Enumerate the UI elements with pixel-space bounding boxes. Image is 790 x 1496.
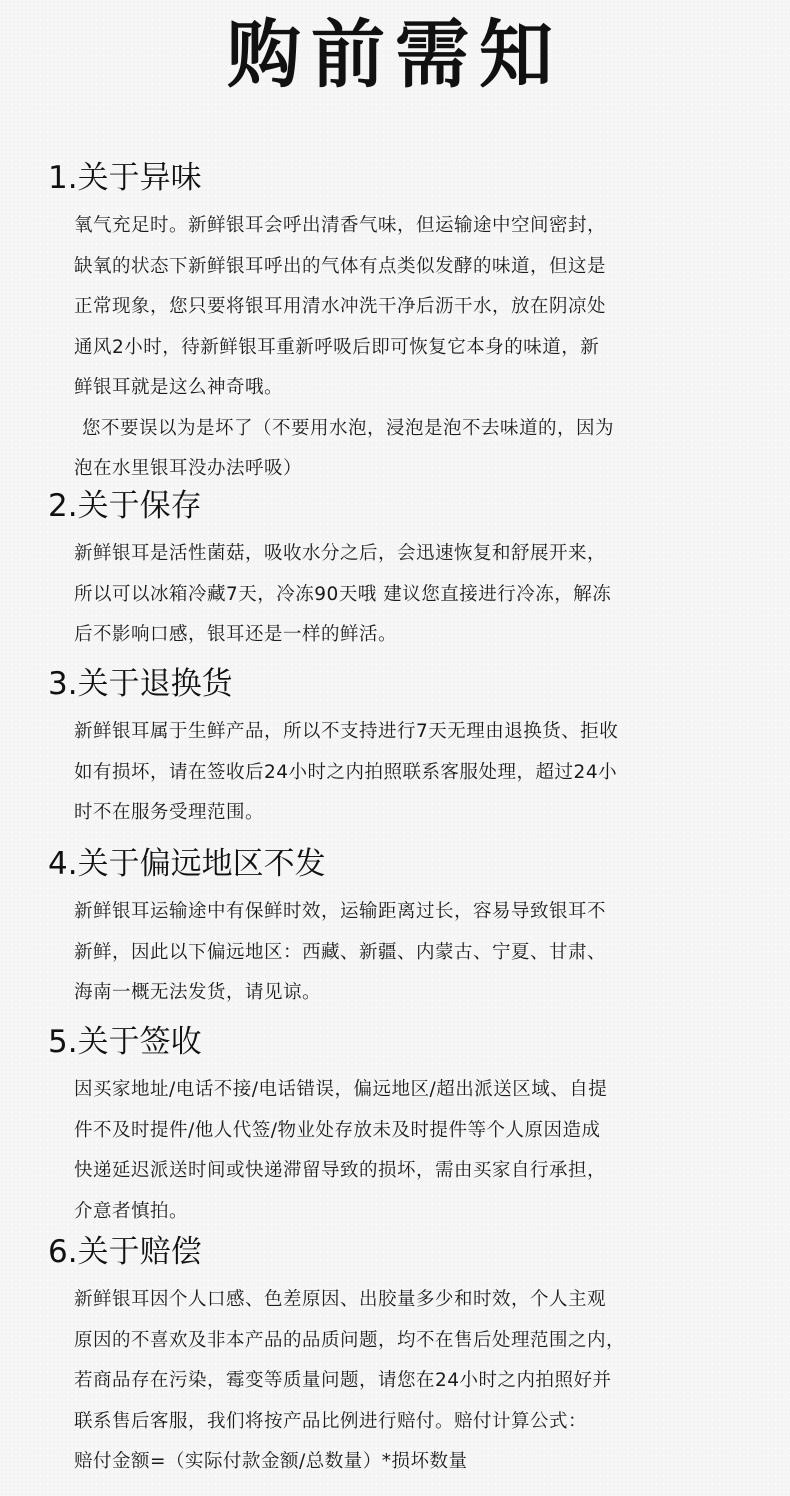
body-line: 新鲜银耳因个人口感、色差原因、出胶量多少和时效，个人主观 (74, 1289, 607, 1310)
body-line: 原因的不喜欢及非本产品的品质问题，均不在售后处理范围之内， (74, 1329, 626, 1351)
section-body (74, 712, 748, 834)
body-line: 通风2小时，待新鲜银耳重新呼吸后即可恢复它本身的味道，新 (74, 336, 600, 358)
body-line: 快递延迟派送时间或快递滞留导致的损坏，需由买家自行承担， (74, 1160, 607, 1181)
body-line: 如有损坏，请在签收后24小时之内拍照联系客服处理，超过24小 (74, 761, 618, 783)
section-storage (48, 486, 748, 656)
body-line: 后不影响口感，银耳还是一样的鲜活。 (74, 624, 398, 645)
body-line: 新鲜银耳是活性菌菇，吸收水分之后，会迅速恢复和舒展开来， (74, 543, 607, 564)
body-line: 介意者慎拍。 (74, 1200, 189, 1222)
section-returns (48, 664, 748, 834)
body-line: 若商品存在污染，霉变等质量问题，请您在24小时之内拍照好并 (74, 1370, 612, 1391)
body-line: 联系售后客服，我们将按产品比例进行赔付。赔付计算公式： (74, 1410, 588, 1432)
body-line: 正常现象，您只要将银耳用清水冲洗干净后沥干水，放在阴凉处 (74, 296, 607, 317)
section-odor (48, 158, 748, 490)
body-line: 鲜银耳就是这么神奇哦。 (74, 377, 284, 398)
section-heading: 3.关于退换货 (48, 666, 233, 702)
section-heading: 1.关于异味 (48, 160, 202, 196)
body-line: 新鲜银耳运输途中有保鲜时效，运输距离过长，容易导致银耳不 (74, 901, 607, 922)
body-line: 缺氧的状态下新鲜银耳呼出的气体有点类似发酵的味道，但这是 (74, 255, 607, 277)
page-title: 购前需知 (227, 12, 563, 98)
body-line: 件不及时提件/他人代签/物业处存放未及时提件等个人原因造成 (74, 1119, 601, 1141)
section-heading: 4.关于偏远地区不发 (48, 846, 326, 882)
section-heading: 5.关于签收 (48, 1024, 202, 1060)
section-compensation (48, 1232, 748, 1483)
section-body (74, 892, 748, 1014)
body-line: 所以可以冰箱冷藏7天，冷冻90天哦 建议您直接进行冷冻，解冻 (74, 583, 612, 605)
section-delivery-signing (48, 1022, 748, 1232)
body-line: 新鲜，因此以下偏远地区：西藏、新疆、内蒙古、宁夏、甘肃、 (74, 941, 607, 963)
section-heading: 2.关于保存 (48, 488, 202, 524)
body-line: 海南一概无法发货，请见谅。 (74, 982, 322, 1003)
body-line: 您不要误以为是坏了（不要用水泡，浸泡是泡不去味道的，因为 (82, 417, 615, 439)
section-heading: 6.关于赔偿 (48, 1234, 202, 1270)
section-body (74, 1280, 748, 1483)
body-line: 因买家地址/电话不接/电话错误，偏远地区/超出派送区域、自提 (74, 1079, 608, 1100)
section-body (74, 534, 748, 656)
body-line: 泡在水里银耳没办法呼吸） (74, 458, 303, 479)
section-body (74, 1070, 748, 1232)
body-line: 新鲜银耳属于生鲜产品，所以不支持进行7天无理由退换货、拒收 (74, 721, 619, 742)
body-line: 氧气充足时。新鲜银耳会呼出清香气味，但运输途中空间密封， (74, 215, 607, 236)
body-line: 时不在服务受理范围。 (74, 802, 265, 823)
body-line: 赔付金额=（实际付款金额/总数量）*损坏数量 (74, 1451, 468, 1472)
section-remote-areas (48, 844, 748, 1014)
section-body (74, 206, 748, 490)
